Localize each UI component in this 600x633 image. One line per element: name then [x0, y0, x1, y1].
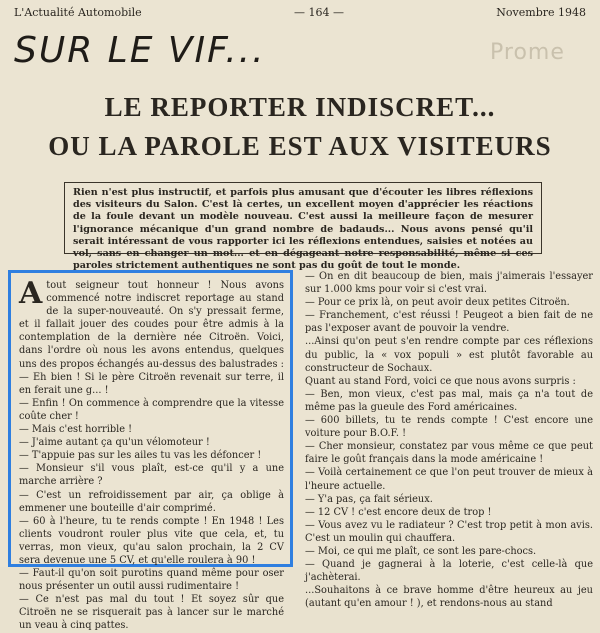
right-paragraph: — Voilà certainement ce que l'on peut trouver de mieux à l'heure actuelle. [305, 467, 593, 492]
left-paragraph: — J'aime autant ça qu'un vélomoteur ! [19, 437, 210, 449]
left-paragraph: — Eh bien ! Si le père Citroën revenait sur terre, il en ferait une g... ! [19, 371, 284, 396]
left-paragraph: — Enfin ! On commence à comprendre que la vitesse coûte cher ! [19, 397, 284, 422]
left-column-highlighted[interactable] [8, 270, 293, 632]
article-title-line2: OU LA PAROLE EST AUX VISITEURS [48, 131, 552, 161]
left-paragraph: — 60 à l'heure, tu te rends compte ! En 1948 ! Les clients voudront rouler plus vite que cela, et, tu verras, mon vieux, qu'au salon prochain, la 2 CV sera devenue une 5 CV, et qu'elle roulera à 90 ! [19, 515, 284, 566]
right-paragraph: — 12 CV ! c'est encore deux de trop ! [305, 506, 492, 518]
intro-box: Rien n'est plus instructif, et parfois plus amusant que d'écouter les libres réflexions des visiteurs du Salon. C'est là certes, un excellent moyen d'apprécier les réactions de la foule devant un modèle nouveau. C'est aussi la meilleure façon de mesurer l'ignorance mécanique d'un grand nombre de badauds... Nous avons pensé qu'il serait intéressant de vous rapporter ici les réflexions entendues, saisies et notées au vol, sans en changer un mot... et en dégageant notre responsabilité, même si ces paroles strictement authentiques ne sont pas du goût de tout le monde. [64, 182, 542, 254]
left-paragraph-0: Atout seigneur tout honneur ! Nous avons commencé notre indiscret reportage au stand de la super-nouveauté. On s'y pressait ferme, et il fallait jouer des coudes pour être admis à la contemplation de la dernière née Citroën. Voici, dans l'ordre où nous les avons entendus, quelques uns des propos échangés au-dessus des balustrades : [19, 276, 284, 370]
right-paragraph: — Ben, mon vieux, c'est pas mal, mais ça n'a tout de même pas la gueule des Ford américaines. [305, 388, 593, 413]
right-paragraph: — On en dit beaucoup de bien, mais j'aimerais l'essayer sur 1.000 kms pour voir si c'est vrai. [305, 271, 593, 296]
right-paragraph: — Franchement, c'est réussi ! Peugeot a bien fait de ne pas l'exposer avant de pouvoir la vendre. [305, 310, 593, 335]
issue-date: Novembre 1948 [496, 6, 586, 19]
page-number: — 164 — [293, 6, 344, 19]
left-paragraph: — Ce n'est pas mal du tout ! Et soyez sûr que Citroën ne se risquerait pas à lancer sur le marché un veau à cinq pattes. [19, 594, 284, 632]
drop-cap: A [19, 276, 43, 311]
right-paragraph: Quant au stand Ford, voici ce que nous avons surpris : [305, 375, 576, 387]
left-paragraph: — Faut-il qu'on soit purotins quand même pour oser nous présenter un outil aussi rudimentaire ! [19, 568, 284, 593]
right-paragraph: — Cher monsieur, constatez par vous même ce que peut faire le goût français dans la mode américaine ! [305, 441, 593, 466]
article-title-line1: LE REPORTER INDISCRET... [104, 92, 496, 122]
right-paragraph: — 600 billets, tu te rends compte ! C'est encore une voiture pour B.O.F. ! [305, 415, 593, 440]
publication-name: L'Actualité Automobile [14, 6, 142, 19]
right-paragraph: ...Ainsi qu'on peut s'en rendre compte par ces réflexions du public, la « vox populi » est plutôt favorable au constructeur de Sochaux. [305, 336, 593, 374]
left-paragraph: — Monsieur s'il vous plaît, est-ce qu'il y a une marche arrière ? [19, 463, 284, 488]
left-paragraph: — C'est un refroidissement par air, ça oblige à emmener une bouteille d'air comprimé. [19, 489, 284, 514]
left-paragraph: — Mais c'est horrible ! [19, 424, 133, 436]
right-paragraph: ...Souhaitons à ce brave homme d'être heureux au jeu (autant qu'en amour ! ), et rendons-nous au stand [305, 585, 593, 610]
section-title: SUR LE VIF... [14, 30, 266, 71]
page-header [14, 6, 586, 22]
left-paragraph: — T'appuie pas sur les ailes tu vas les défoncer ! [19, 450, 262, 462]
right-paragraph: — Quand je gagnerai à la loterie, c'est celle-là que j'achèterai. [305, 559, 593, 584]
right-paragraph: — Vous avez vu le radiateur ? C'est trop petit à mon avis. C'est un moulin qui chauffera. [305, 519, 593, 544]
right-column [305, 270, 593, 610]
right-paragraph: — Moi, ce qui me plaît, ce sont les pare-chocs. [305, 545, 537, 557]
right-paragraph: — Pour ce prix là, on peut avoir deux petites Citroën. [305, 297, 570, 309]
right-paragraph: — Y'a pas, ça fait sérieux. [305, 493, 433, 505]
bleed-through-text: Prome [490, 40, 565, 65]
